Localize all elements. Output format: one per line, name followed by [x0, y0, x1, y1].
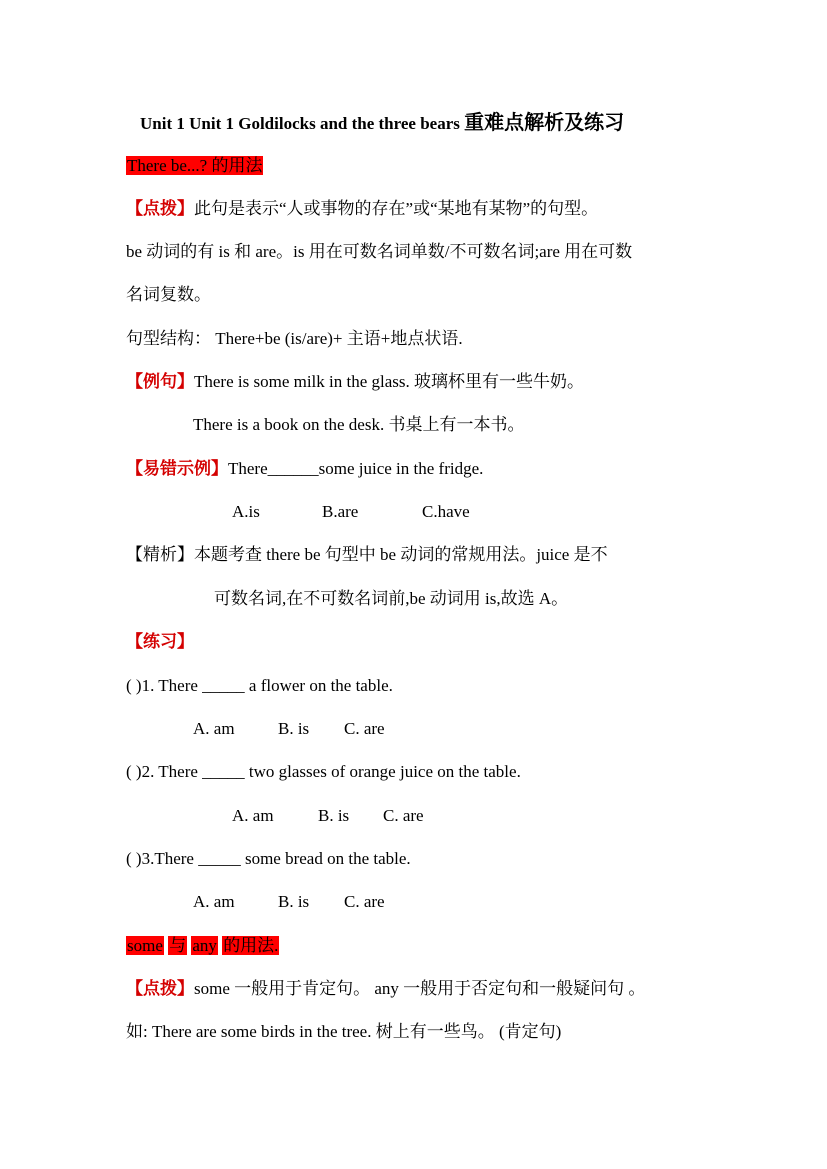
title-en: Unit 1 Unit 1 Goldilocks and the three bears [140, 114, 465, 133]
practice-label [126, 631, 194, 653]
analysis-line-2: 可数名词,在不可数名词前,be 动词用 is,故选 A。 [214, 589, 569, 608]
tip-line [126, 198, 598, 220]
question-3: ( )3.There _____ some bread on the table. [126, 849, 411, 868]
error-question: There______some juice in the fridge. [228, 459, 484, 478]
example-label: 【例句】 [126, 372, 194, 391]
tip2-line [126, 978, 645, 1000]
error-label: 【易错示例】 [126, 459, 228, 478]
highlighted-heading: There be...? 的用法 [127, 156, 263, 175]
tip-text: 此句是表示“人或事物的存在”或“某地有某物”的句型。 [194, 199, 599, 218]
question-3-options [193, 891, 385, 913]
example-line-2: There is a book on the desk. 书桌上有一本书。 [193, 415, 525, 434]
heading-rest: 的用法. [223, 936, 279, 955]
tip2-text: some 一般用于肯定句。 any 一般用于否定句和一般疑问句 。 [194, 979, 646, 998]
q3-option-c: C. are [344, 892, 385, 911]
q2-option-a: A. am [232, 806, 274, 825]
error-option-b: B.are [322, 502, 359, 521]
q1-option-a: A. am [193, 719, 235, 738]
structure-line: 句型结构： There+be (is/are)+ 主语+地点状语. [126, 329, 463, 348]
question-2: ( )2. There _____ two glasses of orange juice on the table. [126, 762, 521, 781]
question-2-options [232, 805, 424, 827]
question-1-options [193, 718, 385, 740]
error-options [232, 501, 470, 523]
be-line-2: 名词复数。 [126, 285, 211, 304]
error-option-c: C.have [422, 502, 470, 521]
q3-option-b: B. is [278, 892, 310, 911]
tip-label: 【点拨】 [126, 199, 194, 218]
tip2-label: 【点拨】 [126, 979, 194, 998]
heading-yu: 与 [169, 936, 187, 955]
q2-option-b: B. is [318, 806, 350, 825]
q1-option-b: B. is [278, 719, 310, 738]
heading-any: any [192, 936, 217, 955]
heading-some: some [127, 936, 163, 955]
example-line-1 [126, 371, 584, 393]
q1-option-c: C. are [344, 719, 385, 738]
analysis-label: 【精析】 [126, 545, 194, 564]
q3-option-a: A. am [193, 892, 235, 911]
title-cn: 重难点解析及练习 [464, 112, 625, 134]
practice-label-text: 【练习】 [126, 632, 194, 651]
section2-heading [126, 935, 279, 957]
section2-example: 如: There are some birds in the tree. 树上有一些鸟。 (肯定句) [126, 1022, 562, 1041]
question-1: ( )1. There _____ a flower on the table. [126, 676, 393, 695]
be-line-1: be 动词的有 is 和 are。is 用在可数名词单数/不可数名词;are 用在可数 [126, 242, 633, 261]
error-option-a: A.is [232, 502, 260, 521]
document-title [140, 112, 624, 135]
error-example-line [126, 458, 483, 480]
analysis-line-1 [126, 544, 608, 566]
example-text-1: There is some milk in the glass. 玻璃杯里有一些牛奶。 [194, 372, 585, 391]
q2-option-c: C. are [383, 806, 424, 825]
analysis-text-1: 本题考查 there be 句型中 be 动词的常规用法。juice 是不 [194, 545, 608, 564]
section1-heading [126, 155, 263, 177]
